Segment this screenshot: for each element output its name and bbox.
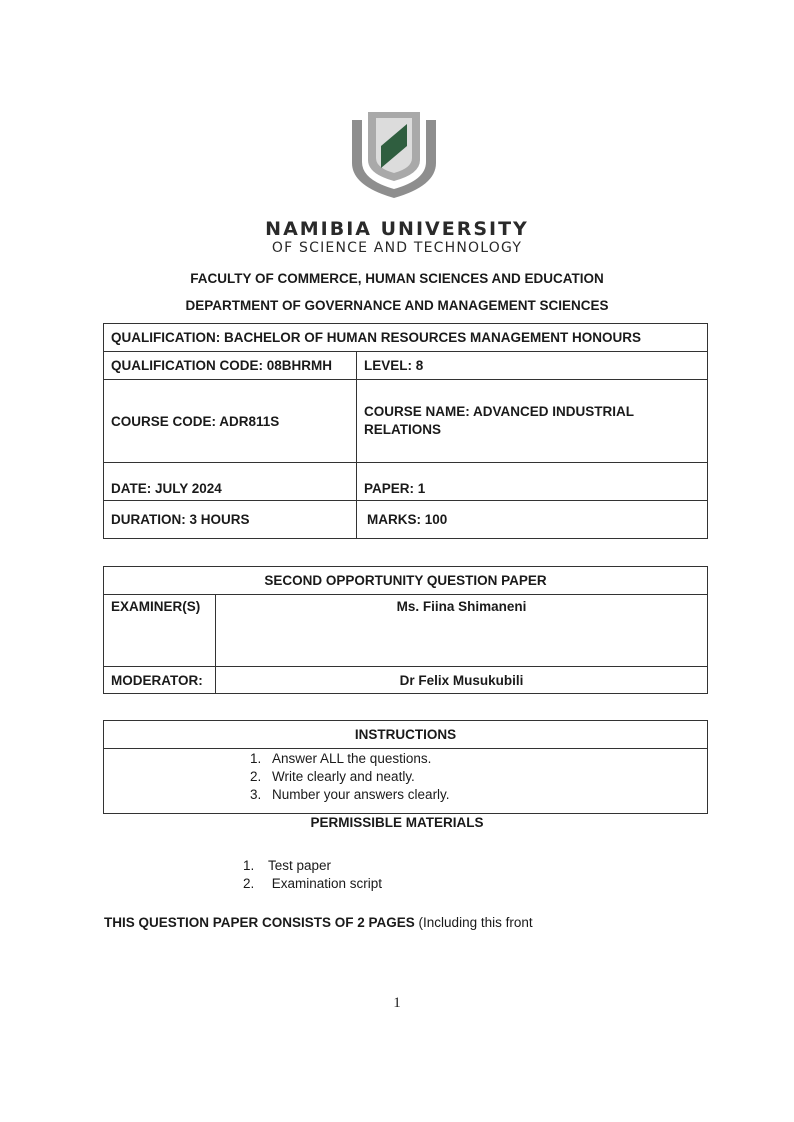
faculty-heading: FACULTY OF COMMERCE, HUMAN SCIENCES AND EDUCATION — [190, 271, 604, 286]
course-code-cell: COURSE CODE: ADR811S — [104, 380, 357, 463]
material-item: 2. Examination script — [243, 876, 383, 891]
instructions-list — [250, 750, 450, 804]
materials-list — [243, 857, 382, 893]
materials-title: PERMISSIBLE MATERIALS — [310, 815, 484, 830]
examiners-table — [103, 566, 708, 694]
marks-cell: MARKS: 100 — [357, 501, 708, 539]
instruction-item: 2. Write clearly and neatly. — [250, 769, 415, 784]
page-count-normal: (Including this front — [414, 915, 533, 930]
moderator-name: Dr Felix Musukubili — [216, 667, 708, 694]
duration-cell: DURATION: 3 HOURS — [104, 501, 357, 539]
instruction-item: 3. Number your answers clearly. — [250, 787, 450, 802]
university-logo — [350, 108, 438, 200]
opportunity-title: SECOND OPPORTUNITY QUESTION PAPER — [104, 567, 708, 595]
moderator-label: MODERATOR: — [104, 667, 216, 694]
university-name: NAMIBIA UNIVERSITY — [265, 218, 529, 240]
page-count-note — [104, 915, 533, 930]
page-number: 1 — [393, 995, 401, 1011]
examiner-name: Ms. Fiina Shimaneni — [216, 595, 708, 667]
paper-cell: PAPER: 1 — [357, 463, 708, 501]
level-cell: LEVEL: 8 — [357, 352, 708, 380]
instructions-title: INSTRUCTIONS — [104, 721, 707, 749]
department-heading: DEPARTMENT OF GOVERNANCE AND MANAGEMENT SCIENCES — [185, 298, 609, 313]
instructions-box — [103, 720, 708, 814]
date-cell: DATE: JULY 2024 — [104, 463, 357, 501]
university-subtitle: OF SCIENCE AND TECHNOLOGY — [271, 240, 523, 256]
qualification-cell: QUALIFICATION: BACHELOR OF HUMAN RESOURCES MANAGEMENT HONOURS — [104, 324, 708, 352]
qualification-code-cell: QUALIFICATION CODE: 08BHRMH — [104, 352, 357, 380]
instruction-item: 1. Answer ALL the questions. — [250, 751, 432, 766]
course-name-cell: COURSE NAME: ADVANCED INDUSTRIAL RELATIONS — [357, 380, 708, 463]
material-item: 1. Test paper — [243, 858, 332, 873]
course-details-table — [103, 323, 708, 539]
page-count-bold: THIS QUESTION PAPER CONSISTS OF 2 PAGES — [104, 915, 415, 930]
examiner-label: EXAMINER(S) — [104, 595, 216, 667]
